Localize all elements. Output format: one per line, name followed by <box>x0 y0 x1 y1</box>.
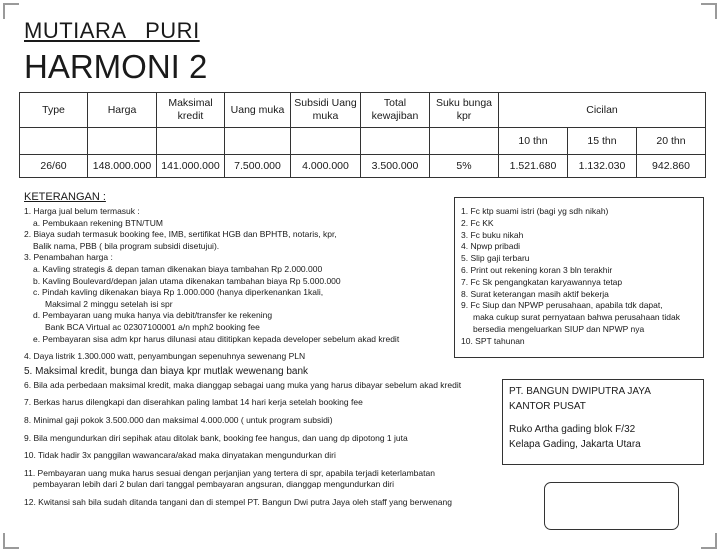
note-line: 3. Penambahan harga : <box>24 252 113 263</box>
document-item: 1. Fc ktp suami istri (bagi yg sdh nikah) <box>461 206 609 216</box>
header-uang-muka: Uang muka <box>225 93 291 128</box>
note-line: 5. Maksimal kredit, bunga dan biaya kpr mutlak wewenang bank <box>24 365 309 377</box>
document-item: 3. Fc buku nikah <box>461 229 524 240</box>
document-item: 8. Surat keterangan masih aktif bekerja <box>461 288 609 299</box>
company-address-line1: Ruko Artha gading blok F/32 <box>509 424 636 435</box>
cell-type: 26/60 <box>20 155 88 178</box>
note-line: 12. Kwitansi sah bila sudah ditanda tangani dan di stempel PT. Bangun Dwi putra Jaya oleh staff yang berwenang <box>24 496 452 507</box>
company-address-line2: Kelapa Gading, Jakarta Utara <box>509 439 641 450</box>
cell-harga: 148.000.000 <box>88 155 157 178</box>
cell-cicilan-10-thn: 1.521.680 <box>499 155 568 178</box>
note-line: Maksimal 2 minggu setelah isi spr <box>45 298 173 309</box>
corner-mark-bottom-left <box>3 533 19 549</box>
note-line: e. Pembayaran sisa adm kpr harus dilunasi atau dititipkan kepada developer sebelum akad kredit <box>33 333 400 344</box>
company-office: KANTOR PUSAT <box>509 401 586 412</box>
price-table <box>19 92 706 178</box>
project-title-line2: HARMONI 2 <box>24 48 208 85</box>
table-header-row <box>20 93 706 128</box>
note-line: 2. Biaya sudah termasuk booking fee, IMB, sertifikat HGB dan BPHTB, notaris, kpr, <box>24 229 337 240</box>
cell-cicilan-15-thn: 1.132.030 <box>568 155 637 178</box>
document-item: 6. Print out rekening koran 3 bln terakhir <box>461 264 613 275</box>
header-total-kewajiban: Total kewajiban <box>361 93 430 128</box>
header-harga: Harga <box>88 93 157 128</box>
document-item: bersedia mengeluarkan SIUP dan NPWP nya <box>473 323 645 334</box>
header-subsidi: Subsidi Uang muka <box>291 93 361 128</box>
header-cicilan: Cicilan <box>499 93 706 128</box>
cell-subsidi: 4.000.000 <box>291 155 361 178</box>
document-item: 4. Npwp pribadi <box>461 241 521 252</box>
project-title-line1: MUTIARA PURI <box>24 18 200 43</box>
document-item: 2. Fc KK <box>461 217 494 228</box>
note-line: 8. Minimal gaji pokok 3.500.000 dan maksimal 4.000.000 ( untuk program subsidi) <box>24 414 333 425</box>
note-line: 9. Bila mengundurkan diri sepihak atau ditolak bank, booking fee hangus, dan uang dp dipotong 1 juta <box>24 432 408 443</box>
note-line: c. Pindah kavling dikenakan biaya Rp 1.000.000 (hanya diperkenankan 1kali, <box>33 287 324 298</box>
note-line: 7. Berkas harus dilengkapi dan diserahkan paling lambat 14 hari kerja setelah booking fee <box>24 397 363 408</box>
header-maksimal-kredit: Maksimal kredit <box>157 93 225 128</box>
note-line: 1. Harga jual belum termasuk : <box>24 206 140 216</box>
cell-maksimal-kredit: 141.000.000 <box>157 155 225 178</box>
note-line: b. Kavling Boulevard/depan jalan utama dikenakan tambahan biaya Rp 5.000.000 <box>33 275 341 286</box>
note-line: 11. Pembayaran uang muka harus sesuai dengan perjanjian yang tertera di spr, apabila terjadi keterlambatan <box>24 467 435 478</box>
table-row <box>20 155 706 178</box>
cell-total-kewajiban: 3.500.000 <box>361 155 430 178</box>
document-item: 5. Slip gaji terbaru <box>461 253 530 264</box>
note-line: Bank BCA Virtual ac 02307100001 a/n mph2 booking fee <box>45 321 260 332</box>
header-15-thn: 15 thn <box>568 128 637 155</box>
note-line: a. Kavling strategis & depan taman dikenakan biaya tambahan Rp 2.000.000 <box>33 263 323 274</box>
header-10-thn: 10 thn <box>499 128 568 155</box>
header-type: Type <box>20 93 88 128</box>
note-line: Balik nama, PBB ( bila program subsidi disetujui). <box>33 240 220 251</box>
cell-cicilan-20-thn: 942.860 <box>637 155 706 178</box>
document-item: 10. SPT tahunan <box>461 335 525 346</box>
corner-mark-bottom-right <box>701 533 717 549</box>
cell-suku-bunga: 5% <box>430 155 499 178</box>
table-subheader-row <box>20 128 706 155</box>
note-line: pembayaran lebih dari 2 bulan dari tanggal pembayaran angsuran, dianggap mengundurkan diri <box>33 479 395 490</box>
header-20-thn: 20 thn <box>637 128 706 155</box>
note-line: a. Pembukaan rekening BTN/TUM <box>33 217 163 228</box>
note-line: 4. Daya listrik 1.300.000 watt, penyambungan sepenuhnya sewenang PLN <box>24 351 306 362</box>
keterangan-notes <box>24 206 502 508</box>
corner-mark-top-right <box>701 3 717 19</box>
signature-stamp-box <box>544 482 679 530</box>
cell-uang-muka: 7.500.000 <box>225 155 291 178</box>
required-documents-box <box>454 197 704 358</box>
keterangan-title: KETERANGAN : <box>24 191 106 203</box>
document-item: 9. Fc Siup dan NPWP perusahaan, apabila tdk dapat, <box>461 300 663 311</box>
company-info-box <box>502 379 704 465</box>
note-line: d. Pembayaran uang muka hanya via debit/transfer ke rekening <box>33 310 273 321</box>
document-item: maka cukup surat pernyataan bahwa perusahaan tidak <box>473 312 680 323</box>
company-name: PT. BANGUN DWIPUTRA JAYA <box>509 386 651 397</box>
corner-mark-top-left <box>3 3 19 19</box>
note-line: 10. Tidak hadir 3x panggilan wawancara/akad maka dinyatakan mengundurkan diri <box>24 450 336 461</box>
header-suku-bunga: Suku bunga kpr <box>430 93 499 128</box>
document-item: 7. Fc Sk pengangkatan karyawannya tetap <box>461 276 623 287</box>
note-line: 6. Bila ada perbedaan maksimal kredit, maka dianggap sebagai uang muka yang harus dibayar sebelum akad kredit <box>24 379 462 390</box>
